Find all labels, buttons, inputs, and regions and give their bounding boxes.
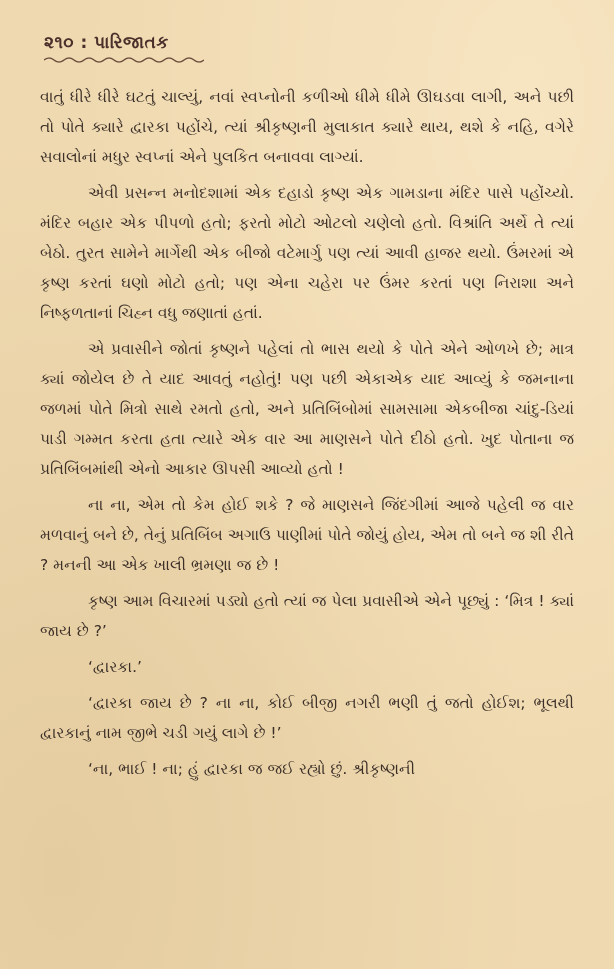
paragraph-6: ‘દ્વારકા.’ xyxy=(88,658,142,676)
paragraph-2: એવી પ્રસન્ન મનોદશામાં એક દહાડો કૃષ્ણ એક ગામડાના મંદિર પાસે પહોંચ્યો. મંદિર બહાર એક પીપળો હતો; ફરતો મોટો ઓટલો ચણેલો હતો. વિશ્રાંતિ અર્થે તે ત્યાં બેઠો. તુરત સામેને માર્ગેથી એક બીજો વટેમાર્ગુ પણ ત્યાં આવી હાજર થયો. ઉંમરમાં એ કૃષ્ણ કરતાં ઘણો મોટો હતો; પણ એના ચહેરા પર ઉંમર કરતાં પણ નિરાશા અને નિષ્ફળતાનાં ચિહ્ન વધુ જણાતાં હતાં. xyxy=(40,184,574,322)
body-text xyxy=(40,82,574,784)
ornamental-underline xyxy=(44,56,204,64)
paragraph-3: એ પ્રવાસીને જોતાં કૃષ્ણને પહેલાં તો ભાસ થયો કે પોતે એને ઓળખે છે; માત્ર ક્યાં જોયેલ છે તે યાદ આવતું નહોતું! પણ પછી એકાએક યાદ આવ્યું કે જમનાના જળમાં પોતે મિત્રો સાથે રમતો હતો, અને પ્રતિબિંબોમાં સામસામા એકબીજા ચાંદુ-ડિયાં પાડી ગમ્મત કરતા હતા ત્યારે એક વાર આ માણસને પોતે દીઠો હતો. ખુદ પોતાના જ પ્રતિબિંબમાંથી એનો આકાર ઊપસી આવ્યો હતો ! xyxy=(40,340,574,478)
paragraph-5: કૃષ્ણ આમ વિચારમાં પડ્યો હતો ત્યાં જ પેલા પ્રવાસીએ એને પૂછ્યું : ‘મિત્ર ! ક્યાં જાય છે ?’ xyxy=(40,592,574,640)
paragraph-4: ના ના, એમ તો કેમ હોઈ શકે ? જે માણસને જિંદગીમાં આજે પહેલી જ વાર મળવાનું બને છે, તેનું પ્રતિબિંબ અગાઉ પાણીમાં પોતે જોયું હોય, એમ તો બને જ શી રીતે ? મનની આ એક ખાલી ભ્રમણા જ છે ! xyxy=(40,496,574,574)
paragraph-8: ‘ના, ભાઈ ! ના; હું દ્વારકા જ જઈ રહ્યો છું. શ્રીકૃષ્ણની xyxy=(88,760,416,778)
paragraph-1: વાતું ધીરે ધીરે ઘટતું ચાલ્યું, નવાં સ્વપ્નોની કળીઓ ધીમે ધીમે ઊઘડવા લાગી, અને પછી તો પોતે ક્યારે દ્વારકા પહોંચે, ત્યાં શ્રીકૃષ્ણની મુલાકાત ક્યારે થાય, થશે કે નહિ, વગેરે સવાલોનાં મધુર સ્વપ્નાં એને પુલકિત બનાવવા લાગ્યાં. xyxy=(40,88,574,166)
paragraph-7: ‘દ્વારકા જાય છે ? ના ના, કોઈ બીજી નગરી ભણી તું જતો હોઈશ; ભૂલથી દ્વારકાનું નામ જીભે ચડી ગયું લાગે છે !’ xyxy=(40,694,574,742)
running-head: ૨૧૦ : પારિજાતક xyxy=(44,33,169,53)
